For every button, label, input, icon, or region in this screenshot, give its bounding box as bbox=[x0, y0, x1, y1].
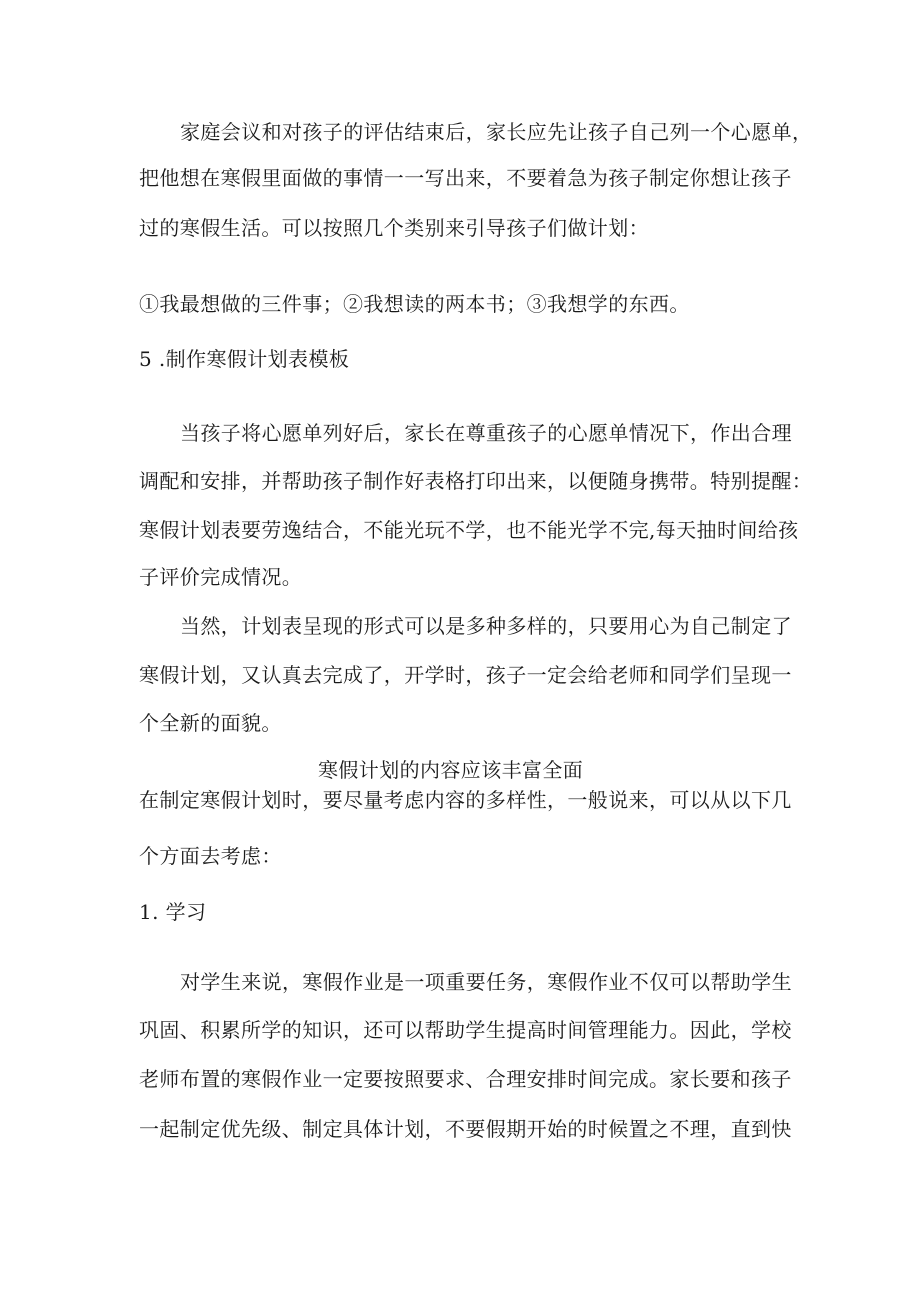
paragraph-5-line-4: 一起制定优先级、制定具体计划，不要假期开始的时候置之不理，直到快 bbox=[139, 1117, 792, 1141]
wish-list-categories: ①我最想做的三件事；②我想读的两本书；③我想学的东西。 bbox=[139, 292, 690, 316]
section-title: 寒假计划的内容应该丰富全面 bbox=[318, 758, 584, 782]
paragraph-2-line-1: 当孩子将心愿单列好后，家长在尊重孩子的心愿单情况下，作出合理 bbox=[180, 421, 792, 445]
section-heading-5: 5 .制作寒假计划表模板 bbox=[139, 347, 350, 371]
section-heading-1: 1. 学习 bbox=[139, 900, 207, 924]
paragraph-3-line-2: 寒假计划，又认真去完成了，开学时，孩子一定会给老师和同学们呈现一 bbox=[139, 663, 792, 687]
paragraph-1-line-2: 把他想在寒假里面做的事情一一写出来，不要着急为孩子制定你想让孩子 bbox=[139, 166, 792, 190]
paragraph-2-line-3: 寒假计划表要劳逸结合，不能光玩不学，也不能光学不完,每天抽时间给孩 bbox=[139, 518, 799, 542]
paragraph-5-line-3: 老师布置的寒假作业一定要按照要求、合理安排时间完成。家长要和孩子 bbox=[139, 1067, 792, 1091]
paragraph-4-line-2: 个方面去考虑： bbox=[139, 844, 282, 868]
paragraph-1-line-3: 过的寒假生活。可以按照几个类别来引导孩子们做计划： bbox=[139, 216, 649, 240]
paragraph-3-line-3: 个全新的面貌。 bbox=[139, 711, 282, 735]
paragraph-1-line-1: 家庭会议和对孩子的评估结束后，家长应先让孩子自己列一个心愿单， bbox=[180, 120, 813, 144]
paragraph-2-line-4: 子评价完成情况。 bbox=[139, 565, 303, 589]
paragraph-4-line-1: 在制定寒假计划时，要尽量考虑内容的多样性，一般说来，可以从以下几 bbox=[139, 788, 792, 812]
paragraph-2-line-2: 调配和安排，并帮助孩子制作好表格打印出来，以便随身携带。特别提醒： bbox=[139, 469, 813, 493]
paragraph-5-line-2: 巩固、积累所学的知识，还可以帮助学生提高时间管理能力。因此，学校 bbox=[139, 1018, 792, 1042]
paragraph-5-line-1: 对学生来说，寒假作业是一项重要任务，寒假作业不仅可以帮助学生 bbox=[180, 970, 792, 994]
paragraph-3-line-1: 当然，计划表呈现的形式可以是多种多样的，只要用心为自己制定了 bbox=[180, 614, 792, 638]
